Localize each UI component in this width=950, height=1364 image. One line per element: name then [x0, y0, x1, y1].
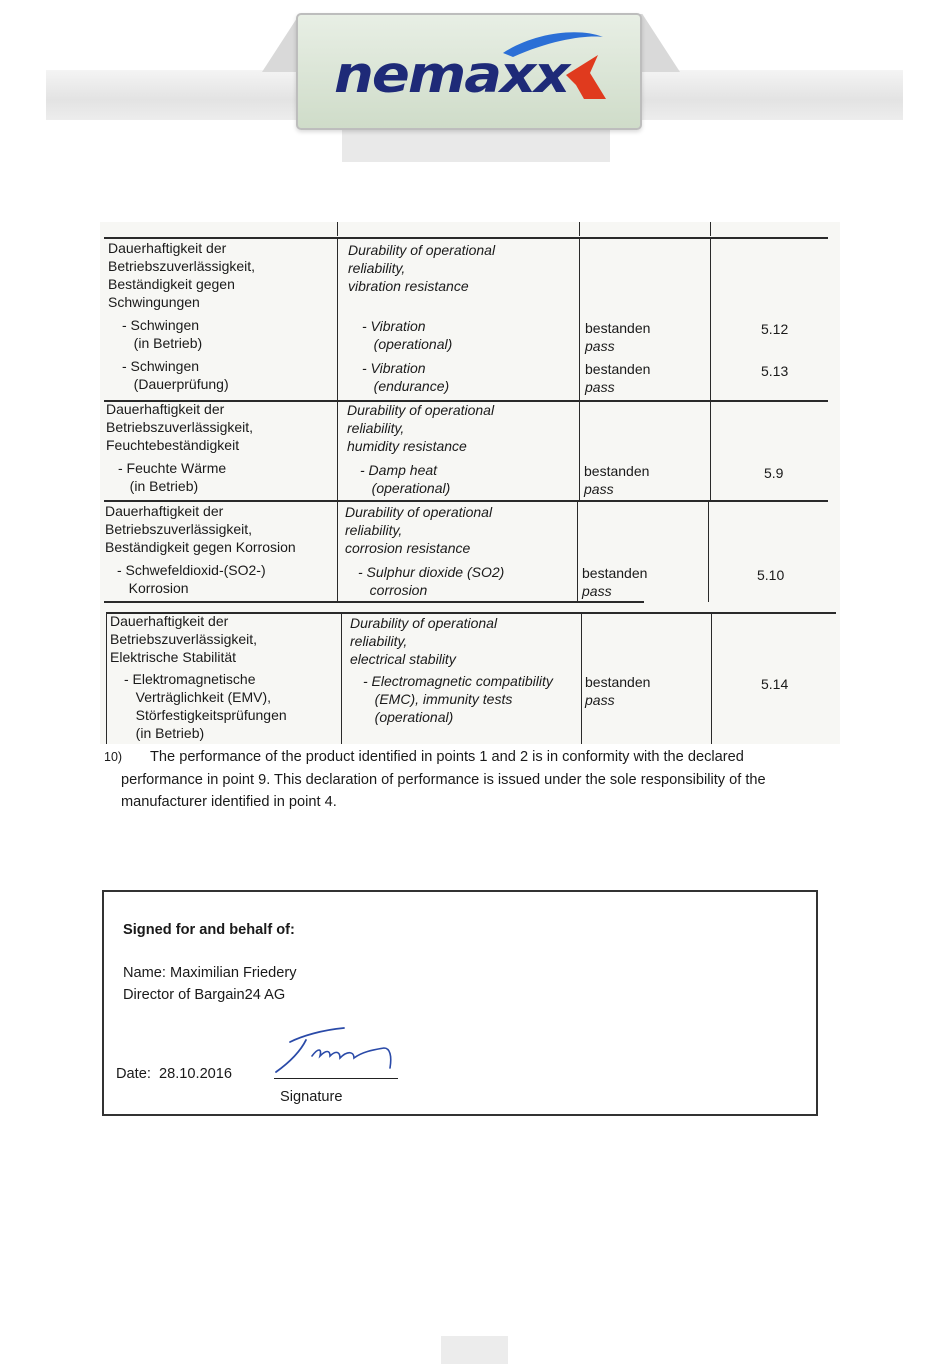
logo-box [296, 13, 642, 130]
section-en-heading: Durability of operational reliability, electrical stability [350, 615, 498, 667]
declaration-paragraph [104, 746, 844, 814]
performance-table [100, 222, 840, 744]
table-divider [577, 500, 578, 602]
row-en-label: - Damp heat (operational) [360, 462, 451, 496]
section-de-heading: Dauerhaftigkeit der Betriebszuverlässigkeit, Beständigkeit gegen Schwingungen [108, 240, 256, 310]
row-en-label: - Electromagnetic compatibility (EMC), immunity tests (operational) [363, 673, 553, 725]
table-divider [106, 612, 107, 744]
table-divider [711, 612, 712, 744]
row-de-label: - Schwingen (in Betrieb) [122, 317, 203, 351]
declaration-line-2: performance in point 9. This declaration of performance is issued under the sole responsibility of the [121, 771, 766, 788]
header-under-bar [342, 128, 610, 162]
row-ref: 5.13 [761, 363, 789, 379]
table-divider [337, 222, 338, 236]
signature-line [274, 1078, 398, 1079]
row-result: bestanden pass [584, 463, 650, 497]
row-de-label: - Schwingen (Dauerprüfung) [122, 358, 229, 392]
section-en-heading: Durability of operational reliability, corrosion resistance [345, 504, 493, 556]
row-ref: 5.14 [761, 676, 789, 692]
logo-text: nemaxx [334, 46, 569, 105]
table-divider [341, 612, 342, 744]
table-divider [579, 400, 580, 500]
table-divider [337, 237, 338, 400]
table-divider [337, 500, 338, 602]
table-divider [581, 612, 582, 744]
signature-label: Signature [280, 1089, 343, 1105]
section-de-heading: Dauerhaftigkeit der Betriebszuverlässigkeit, Elektrische Stabilität [110, 613, 258, 665]
row-en-label: - Vibration (endurance) [362, 360, 450, 394]
signature-date: Date: 28.10.2016 [116, 1066, 233, 1082]
signed-for-heading: Signed for and behalf of: [123, 922, 295, 938]
handwritten-signature [272, 1022, 402, 1078]
row-de-label: - Elektromagnetische Verträglichkeit (EMV), Störfestigkeitsprüfungen (in Betrieb) [124, 671, 287, 741]
row-result: bestanden pass [585, 674, 651, 708]
row-de-label: - Feuchte Wärme (in Betrieb) [118, 460, 227, 494]
row-result: bestanden pass [582, 565, 648, 599]
footer-page-marker [441, 1336, 508, 1364]
section-en-heading: Durability of operational reliability, vibration resistance [348, 242, 496, 294]
row-ref: 5.12 [761, 321, 789, 337]
row-ref: 5.9 [764, 465, 784, 481]
row-result: bestanden pass [585, 361, 651, 395]
table-divider [337, 400, 338, 500]
declaration-line-1: The performance of the product identified in points 1 and 2 is in conformity with the declared [150, 749, 744, 765]
section-de-heading: Dauerhaftigkeit der Betriebszuverlässigkeit, Beständigkeit gegen Korrosion [105, 503, 296, 555]
row-result: bestanden pass [585, 320, 651, 354]
table-divider [710, 222, 711, 236]
declaration-line-3: manufacturer identified in point 4. [121, 794, 337, 810]
paragraph-number: 10) [104, 750, 123, 764]
signer-name: Name: Maximilian Friedery [123, 965, 297, 981]
table-divider [708, 500, 709, 602]
row-ref: 5.10 [757, 567, 785, 583]
table-divider [579, 237, 580, 400]
signature-box [102, 890, 818, 1116]
table-rule [104, 601, 644, 603]
section-en-heading: Durability of operational reliability, humidity resistance [347, 402, 495, 454]
signer-title: Director of Bargain24 AG [123, 987, 286, 1003]
row-en-label: - Vibration (operational) [362, 318, 453, 352]
table-divider [710, 400, 711, 500]
row-de-label: - Schwefeldioxid-(SO2-) Korrosion [117, 562, 266, 596]
section-de-heading: Dauerhaftigkeit der Betriebszuverlässigkeit, Feuchtebeständigkeit [106, 401, 254, 453]
row-en-label: - Sulphur dioxide (SO2) corrosion [358, 564, 505, 598]
table-divider [579, 222, 580, 236]
table-divider [710, 237, 711, 400]
